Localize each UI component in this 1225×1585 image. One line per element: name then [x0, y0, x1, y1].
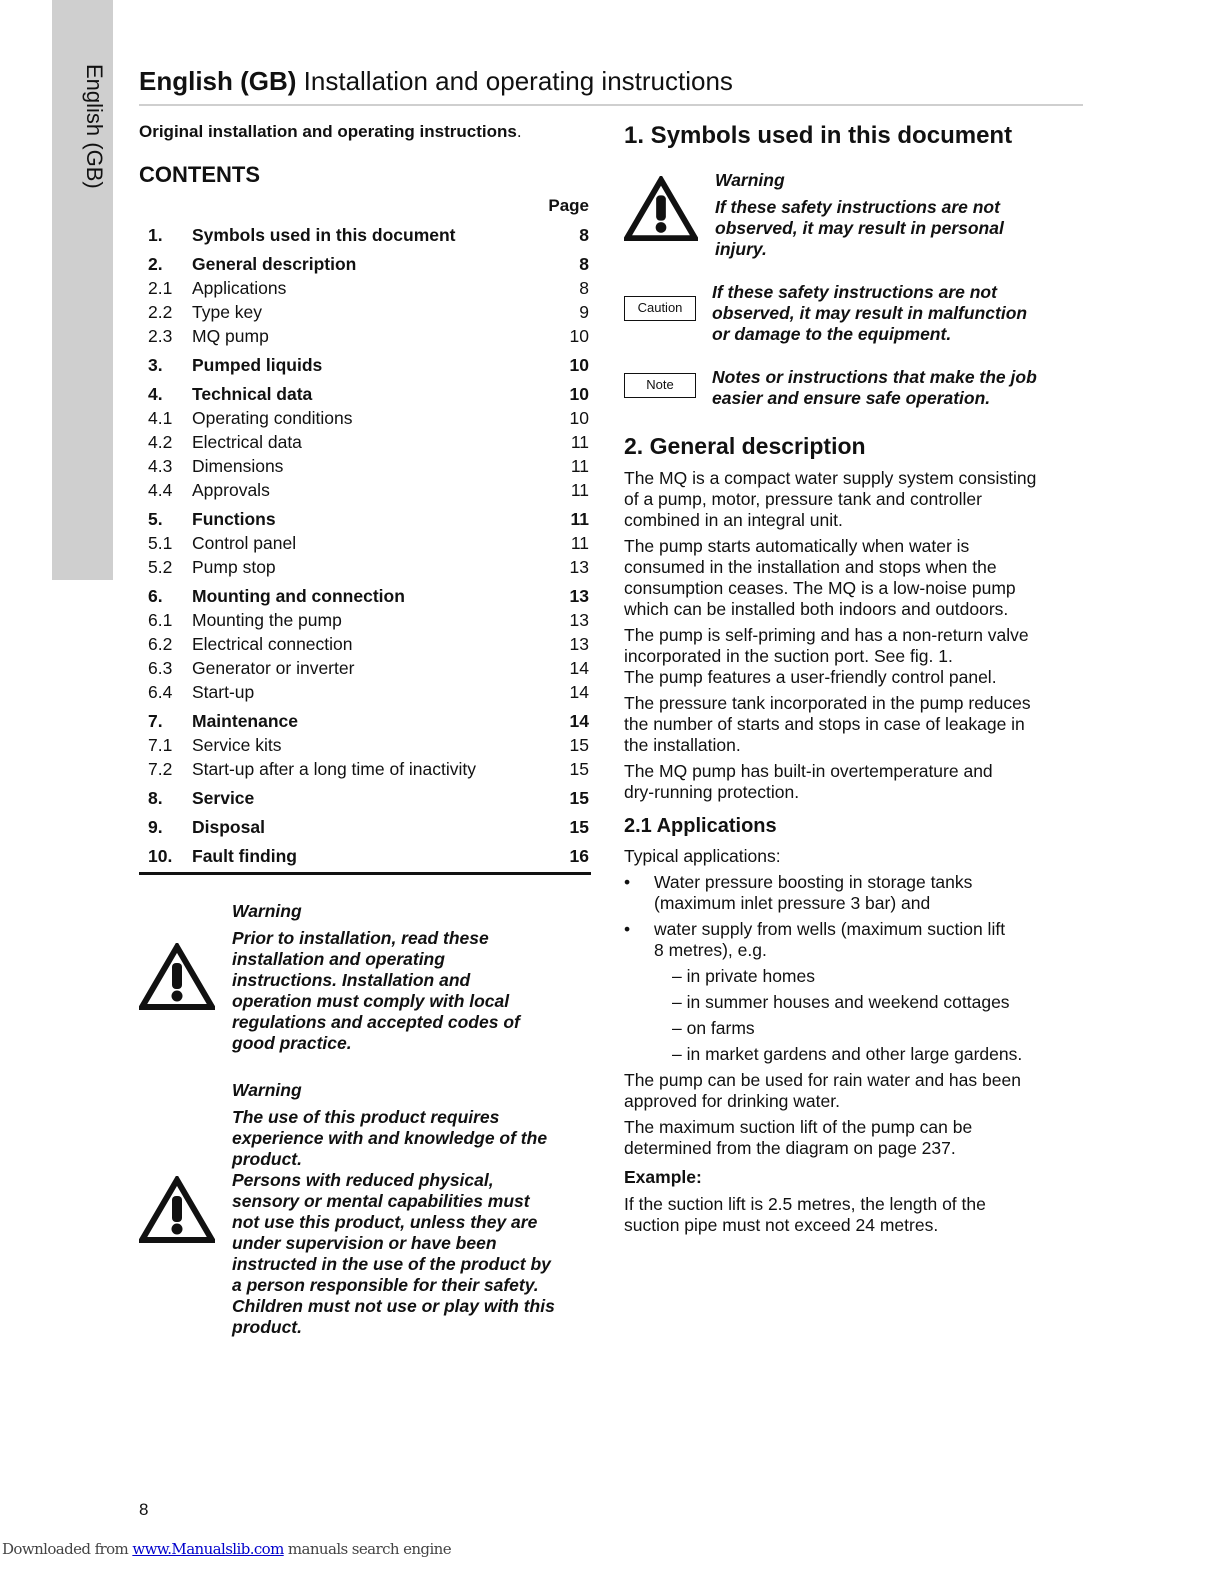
toc-entry-number: 7. [148, 711, 163, 731]
toc-entry-title: Control panel [192, 533, 297, 553]
toc-entry[interactable] [139, 632, 591, 656]
paragraph-line: the number of starts and stops in case of leakage in [624, 714, 1025, 734]
toc-entry[interactable] [139, 531, 591, 555]
symbol-text-line: Notes or instructions that make the job [712, 367, 1037, 387]
toc-entry-page: 13 [569, 557, 589, 577]
warning-block-usage [139, 1080, 591, 1338]
warning-line: regulations and accepted codes of [232, 1012, 520, 1032]
example-text [624, 1194, 1084, 1236]
toc-entry[interactable] [139, 223, 591, 247]
toc-entry-number: 3. [148, 355, 163, 375]
general-description-text [624, 468, 1084, 803]
header-title-text: Installation and operating instructions [296, 66, 733, 96]
paragraph-line: consumption ceases. The MQ is a low-noise pump [624, 578, 1016, 598]
symbol-text-line: If these safety instructions are not [712, 282, 997, 302]
toc-entry-page: 15 [569, 759, 589, 779]
toc-entry-page: 13 [569, 610, 589, 630]
symbol-note [624, 367, 1084, 409]
page-number: 8 [139, 1500, 149, 1519]
warning-line: under supervision or have been [232, 1233, 497, 1253]
toc-entry-page: 11 [570, 533, 589, 553]
bullet-line: 8 metres), e.g. [654, 940, 767, 960]
toc-entry-title: Applications [192, 278, 287, 298]
page-header [139, 66, 1083, 97]
toc-entry-title: Start-up [192, 682, 255, 702]
paragraph-line: The maximum suction lift of the pump can be [624, 1117, 973, 1137]
toc-entry-page: 8 [579, 225, 589, 245]
dash-item: – in summer houses and weekend cottages [672, 992, 1010, 1012]
toc-entry[interactable] [139, 406, 591, 430]
toc-entry-number: 6.2 [148, 634, 173, 654]
toc-entry-title: Functions [192, 509, 276, 529]
warning-triangle-icon [139, 1176, 215, 1249]
toc-entry-page: 13 [569, 586, 589, 606]
toc-entry[interactable] [139, 555, 591, 579]
toc-entry-page: 13 [569, 634, 589, 654]
paragraph [624, 761, 1084, 803]
toc-entry-number: 2.2 [148, 302, 173, 322]
paragraph-line: The pressure tank incorporated in the pump reduces [624, 693, 1031, 713]
toc-entry[interactable] [139, 276, 591, 300]
toc-entry-number: 7.2 [148, 759, 173, 779]
toc-entry-title: Pumped liquids [192, 355, 323, 375]
dash-item: – in private homes [672, 966, 815, 986]
toc-entry-page: 15 [569, 817, 589, 837]
warning-line: instructions. Installation and [232, 970, 471, 990]
toc-entry-page: 10 [569, 384, 589, 404]
toc-entry-title: Electrical data [192, 432, 302, 452]
paragraph-line: of a pump, motor, pressure tank and controller [624, 489, 982, 509]
warning-line: a person responsible for their safety. [232, 1275, 539, 1295]
typical-applications-label: Typical applications: [624, 846, 781, 866]
paragraph-line: the installation. [624, 735, 741, 755]
bullet-item [624, 919, 1084, 961]
toc-entry[interactable] [139, 656, 591, 680]
toc-entry-page: 14 [569, 658, 589, 678]
toc-entry[interactable] [139, 454, 591, 478]
paragraph-line: dry-running protection. [624, 782, 800, 802]
paragraph [624, 536, 1084, 620]
example-line: If the suction lift is 2.5 metres, the length of the [624, 1194, 986, 1214]
toc-entry-number: 6. [148, 586, 163, 606]
bullet-line: • Water pressure boosting in storage tanks [654, 872, 973, 892]
toc-entry-number: 1. [148, 225, 163, 245]
toc-entry-number: 8. [148, 788, 163, 808]
toc-entry-title: Maintenance [192, 711, 298, 731]
toc-entry-title: Electrical connection [192, 634, 353, 654]
warning-line: operation must comply with local [232, 991, 510, 1011]
toc-entry-page: 11 [570, 456, 589, 476]
warning-triangle-icon [139, 943, 215, 1016]
toc-entry-page: 14 [569, 711, 589, 731]
toc-entry-page: 16 [569, 846, 589, 866]
toc-entry[interactable] [139, 252, 591, 276]
toc-entry[interactable] [139, 680, 591, 704]
warning-line: instructed in the use of the product by [232, 1254, 551, 1274]
applications-list [624, 872, 1084, 961]
toc-entry-number: 2.1 [148, 278, 173, 298]
symbol-caution [624, 282, 1084, 345]
symbol-caution-text [712, 282, 1084, 345]
toc-entry-title: Disposal [192, 817, 265, 837]
toc-entry-title: Start-up after a long time of inactivity [192, 759, 477, 779]
toc-entry[interactable] [139, 430, 591, 454]
warning-block-installation [139, 901, 591, 1054]
manualslib-link[interactable]: www.Manualslib.com [132, 1540, 284, 1558]
toc-entry-page: 8 [579, 254, 589, 274]
toc-entry-number: 5.2 [148, 557, 173, 577]
dash-item: – on farms [672, 1018, 755, 1038]
paragraph [624, 468, 1084, 531]
toc-entry-title: Service [192, 788, 255, 808]
symbol-warning-text [715, 197, 1084, 260]
warning-line: installation and operating [232, 949, 445, 969]
header-language: English (GB) [139, 66, 297, 96]
toc-entry-number: 10. [148, 846, 173, 866]
toc-entry-number: 4.3 [148, 456, 173, 476]
toc-entry-number: 9. [148, 817, 163, 837]
toc-entry[interactable] [139, 478, 591, 502]
toc-entry[interactable] [139, 733, 591, 757]
paragraph [624, 693, 1084, 756]
section-2-1-heading: 2.1 Applications [624, 815, 777, 837]
toc-entry-title: Pump stop [192, 557, 276, 577]
paragraph-line: The pump features a user-friendly control panel. [624, 667, 997, 687]
toc-entry[interactable] [139, 815, 591, 839]
toc-entry-number: 5.1 [148, 533, 173, 553]
symbol-note-text [712, 367, 1084, 409]
section-1-heading: 1. Symbols used in this document [624, 122, 1013, 149]
toc-entry[interactable] [139, 507, 591, 531]
paragraph-line: which can be installed both indoors and outdoors. [624, 599, 1009, 619]
symbol-text-line: easier and ensure safe operation. [712, 388, 991, 408]
toc-entry-page: 10 [569, 355, 589, 375]
download-footer: Downloaded from www.Manualslib.com manuals search engine [2, 1540, 451, 1558]
side-tab-label: English (GB) [82, 64, 107, 189]
toc-entry-number: 6.3 [148, 658, 173, 678]
paragraph [624, 1070, 1084, 1112]
bullet-line: • water supply from wells (maximum suction lift [654, 919, 1006, 939]
warning-heading: Warning [232, 1080, 302, 1100]
right-column [624, 122, 1084, 1241]
example-line: suction pipe must not exceed 24 metres. [624, 1215, 939, 1235]
caution-label-box: Caution [624, 296, 696, 321]
paragraph-line: consumed in the installation and stops when the [624, 557, 997, 577]
toc-entry-number: 4.2 [148, 432, 173, 452]
toc-entry[interactable] [139, 709, 591, 733]
contents-heading: CONTENTS [139, 162, 260, 187]
toc-entry-title: General description [192, 254, 357, 274]
note-label-box: Note [624, 373, 696, 398]
toc-entry-title: Dimensions [192, 456, 284, 476]
paragraph-line: The pump is self-priming and has a non-return valve [624, 625, 1029, 645]
toc-entry-page: 8 [579, 278, 589, 298]
warning-line: product. [232, 1149, 302, 1169]
toc-entry-page: 15 [569, 735, 589, 755]
warning-text [232, 928, 591, 1054]
bullet-line: (maximum inlet pressure 3 bar) and [654, 893, 931, 913]
warning-line: The use of this product requires [232, 1107, 500, 1127]
toc-entry-number: 4.4 [148, 480, 173, 500]
paragraph-line: approved for drinking water. [624, 1091, 840, 1111]
toc-entry-title: Operating conditions [192, 408, 353, 428]
symbol-text-line: If these safety instructions are not [715, 197, 1000, 217]
symbol-text-line: observed, it may result in personal [715, 218, 1004, 238]
toc-entry-page: 11 [570, 480, 589, 500]
paragraph-line: incorporated in the suction port. See fig. 1. [624, 646, 953, 666]
symbol-text-line: observed, it may result in malfunction [712, 303, 1028, 323]
toc-entry-number: 2. [148, 254, 163, 274]
toc-entry-title: Fault finding [192, 846, 297, 866]
toc-entry-title: Technical data [192, 384, 313, 404]
symbol-text-line: or damage to the equipment. [712, 324, 952, 344]
toc-entry-page: 9 [579, 302, 589, 322]
left-column [139, 122, 591, 1338]
toc-entry-number: 2.3 [148, 326, 173, 346]
toc-entry-title: Symbols used in this document [192, 225, 456, 245]
toc-bottom-rule [139, 872, 591, 875]
toc-entry-number: 7.1 [148, 735, 173, 755]
paragraph [624, 625, 1084, 688]
toc-entry-number: 5. [148, 509, 163, 529]
header-divider [139, 104, 1083, 106]
toc-entry-title: Mounting and connection [192, 586, 405, 606]
toc-entry-page: 15 [569, 788, 589, 808]
warning-triangle-icon [624, 176, 698, 247]
warning-text [232, 1107, 591, 1338]
page-column-heading: Page [548, 196, 589, 215]
toc-entry[interactable] [139, 300, 591, 324]
symbol-warning-heading: Warning [715, 170, 785, 190]
toc-entry-number: 4.1 [148, 408, 173, 428]
toc-entry[interactable] [139, 608, 591, 632]
table-of-contents [139, 223, 591, 868]
paragraph-line: combined in an integral unit. [624, 510, 843, 530]
warning-line: product. [232, 1317, 302, 1337]
toc-entry-title: Type key [192, 302, 263, 322]
warning-line: Prior to installation, read these [232, 928, 489, 948]
toc-entry-title: Service kits [192, 735, 282, 755]
page-title [139, 66, 1083, 97]
toc-entry[interactable] [139, 786, 591, 810]
toc-entry[interactable] [139, 844, 591, 868]
toc-entry-page: 11 [570, 509, 589, 529]
warning-line: sensory or mental capabilities must [232, 1191, 530, 1211]
toc-entry-page: 10 [569, 326, 589, 346]
toc-entry[interactable] [139, 324, 591, 348]
toc-entry-page: 10 [569, 408, 589, 428]
warning-heading: Warning [232, 901, 302, 921]
paragraph [624, 1117, 1084, 1159]
paragraph-line: The MQ is a compact water supply system consisting [624, 468, 1037, 488]
applications-sublist [624, 966, 1084, 1065]
applications-notes [624, 1070, 1084, 1159]
symbol-warning [624, 170, 1084, 260]
toc-entry-number: 6.4 [148, 682, 173, 702]
example-label: Example: [624, 1167, 702, 1187]
warning-line: experience with and knowledge of the [232, 1128, 548, 1148]
symbol-text-line: injury. [715, 239, 767, 259]
toc-entry-title: Approvals [192, 480, 270, 500]
paragraph-line: The pump can be used for rain water and has been [624, 1070, 1021, 1090]
paragraph-line: determined from the diagram on page 237. [624, 1138, 956, 1158]
toc-entry[interactable] [139, 382, 591, 406]
toc-entry-number: 4. [148, 384, 163, 404]
toc-entry[interactable] [139, 757, 591, 781]
toc-entry-page: 14 [569, 682, 589, 702]
toc-entry[interactable] [139, 584, 591, 608]
toc-entry-page: 11 [570, 432, 589, 452]
section-2-heading: 2. General description [624, 433, 866, 459]
toc-entry-number: 6.1 [148, 610, 173, 630]
warning-line: Persons with reduced physical, [232, 1170, 494, 1190]
toc-entry[interactable] [139, 353, 591, 377]
warning-line: not use this product, unless they are [232, 1212, 538, 1232]
paragraph-line: The MQ pump has built-in overtemperature and [624, 761, 993, 781]
toc-entry-title: MQ pump [192, 326, 269, 346]
toc-entry-title: Mounting the pump [192, 610, 342, 630]
warning-line: Children must not use or play with this [232, 1296, 555, 1316]
original-instructions-note: Original installation and operating instructions. [139, 122, 522, 141]
paragraph-line: The pump starts automatically when water is [624, 536, 970, 556]
toc-entry-title: Generator or inverter [192, 658, 355, 678]
warning-line: good practice. [232, 1033, 352, 1053]
bullet-item [624, 872, 1084, 914]
dash-item: – in market gardens and other large gardens. [672, 1044, 1023, 1064]
